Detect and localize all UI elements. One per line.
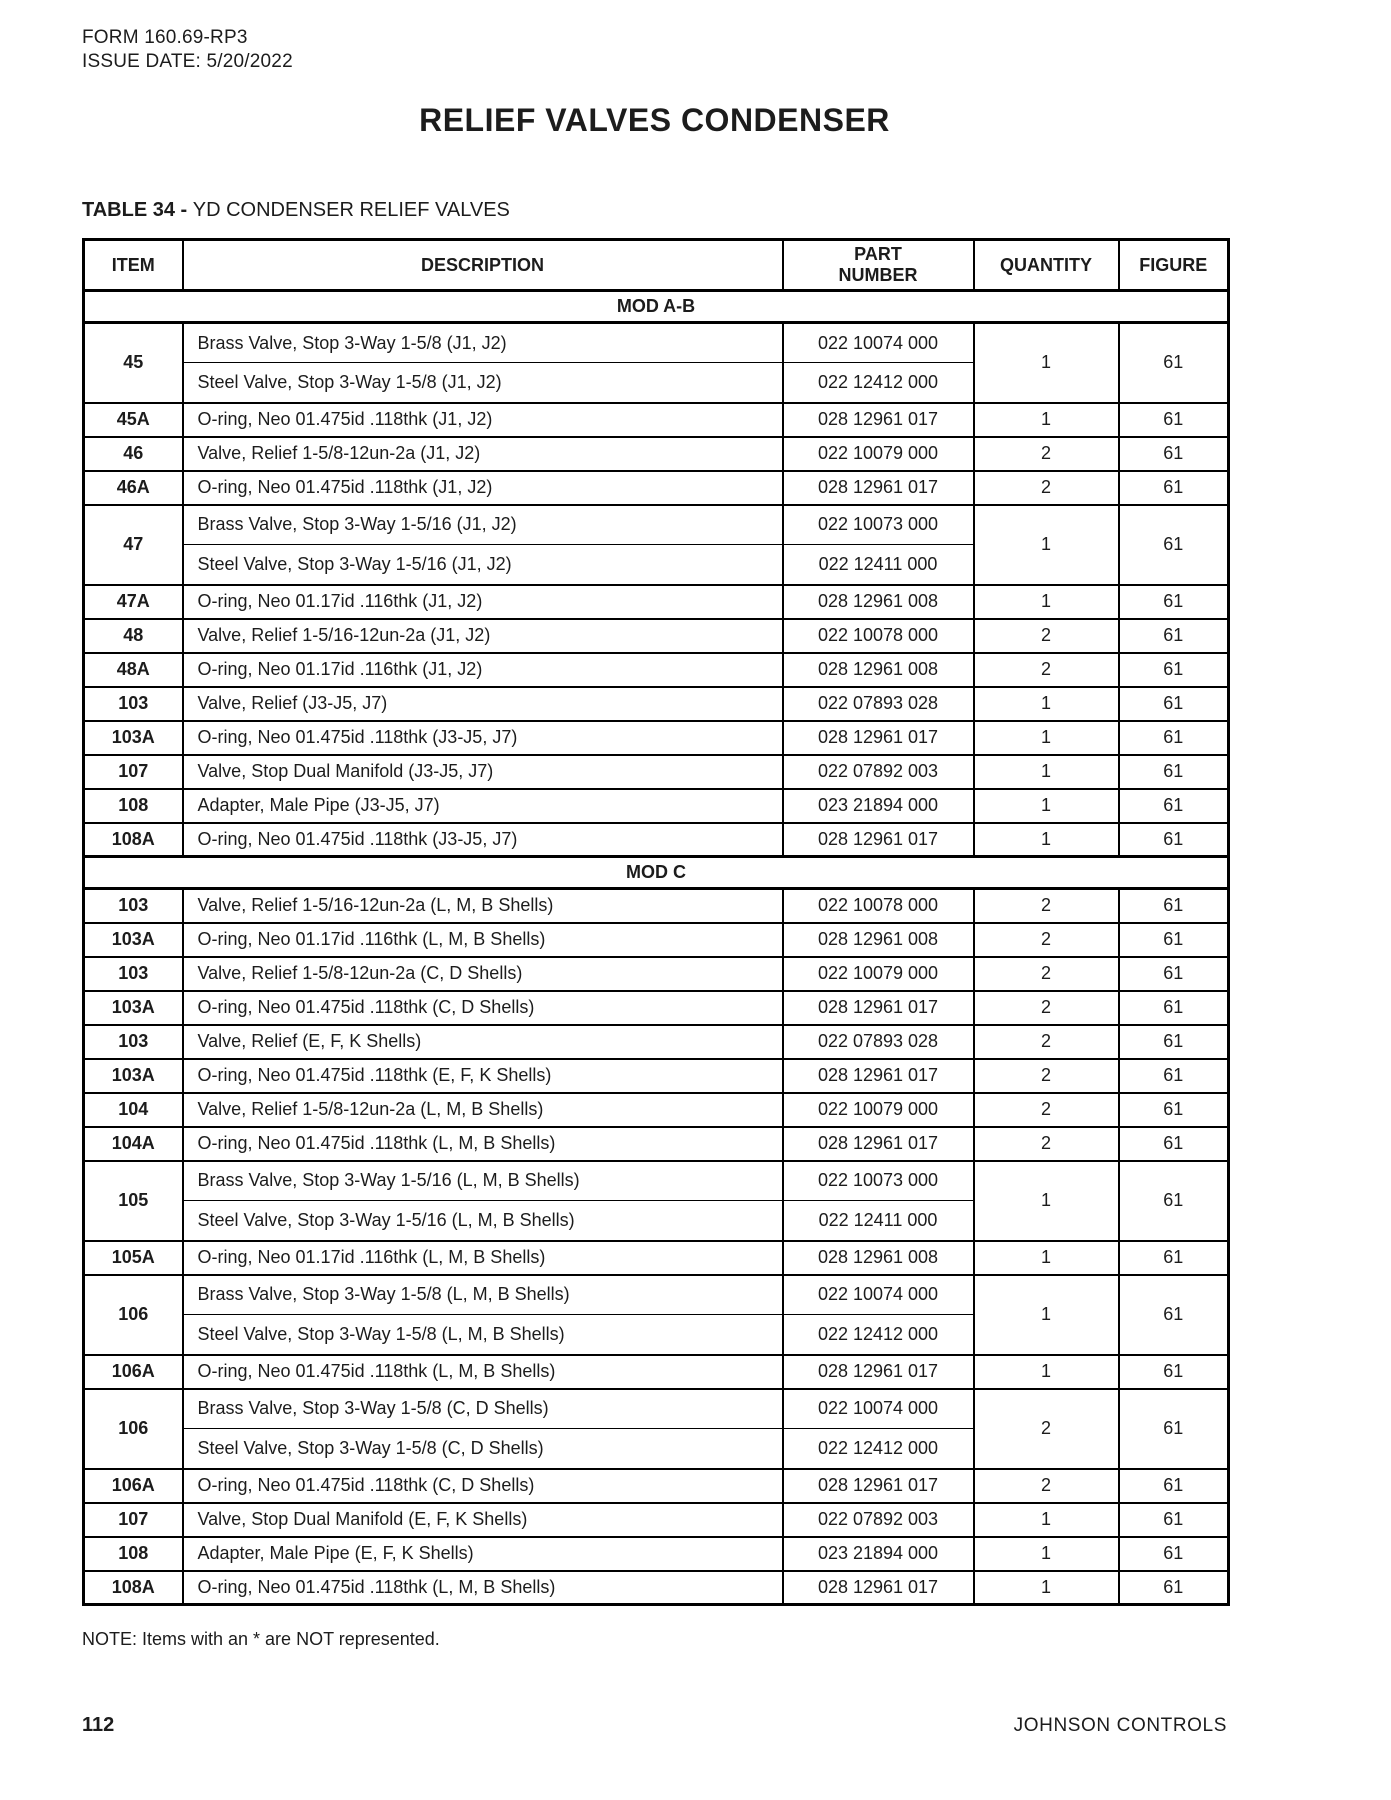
figure-cell: 61: [1119, 653, 1229, 687]
figure-cell: 61: [1119, 991, 1229, 1025]
part-number-cell: 022 07892 003: [783, 755, 974, 789]
description-cell: Adapter, Male Pipe (J3-J5, J7): [183, 789, 783, 823]
figure-cell: 61: [1119, 1161, 1229, 1241]
description-cell: Valve, Stop Dual Manifold (E, F, K Shells): [183, 1503, 783, 1537]
figure-cell: 61: [1119, 789, 1229, 823]
table-row: [84, 823, 1229, 857]
figure-cell: 61: [1119, 437, 1229, 471]
table-row: [84, 619, 1229, 653]
description-cell: Valve, Relief 1-5/8-12un-2a (J1, J2): [183, 437, 783, 471]
table-caption: [82, 198, 1227, 222]
table-row: [84, 991, 1229, 1025]
description-cell: Brass Valve, Stop 3-Way 1-5/8 (J1, J2): [183, 323, 783, 363]
description-cell: Brass Valve, Stop 3-Way 1-5/8 (L, M, B Shells): [183, 1275, 783, 1315]
description-cell: Brass Valve, Stop 3-Way 1-5/8 (C, D Shells): [183, 1389, 783, 1429]
table-row: [84, 755, 1229, 789]
company-name: JOHNSON CONTROLS: [1013, 1715, 1227, 1736]
part-number-cell: 022 12412 000: [783, 363, 974, 403]
item-cell: 104: [84, 1093, 183, 1127]
table-row: [84, 923, 1229, 957]
table-row: [84, 1093, 1229, 1127]
part-number-line1: PART: [854, 244, 902, 264]
figure-cell: 61: [1119, 585, 1229, 619]
description-cell: O-ring, Neo 01.17id .116thk (J1, J2): [183, 653, 783, 687]
item-cell: 105: [84, 1161, 183, 1241]
description-cell: O-ring, Neo 01.475id .118thk (E, F, K Shells): [183, 1059, 783, 1093]
item-cell: 48: [84, 619, 183, 653]
part-number-cell: 022 10073 000: [783, 505, 974, 545]
section-header-row: [84, 291, 1229, 323]
col-header-description: DESCRIPTION: [183, 240, 783, 291]
description-cell: O-ring, Neo 01.17id .116thk (L, M, B Shells): [183, 1241, 783, 1275]
part-number-cell: 022 12412 000: [783, 1429, 974, 1469]
figure-cell: 61: [1119, 1093, 1229, 1127]
description-cell: Valve, Relief 1-5/16-12un-2a (J1, J2): [183, 619, 783, 653]
item-cell: 103: [84, 1025, 183, 1059]
table-row: [84, 957, 1229, 991]
quantity-cell: 1: [974, 403, 1119, 437]
description-cell: O-ring, Neo 01.475id .118thk (J1, J2): [183, 403, 783, 437]
caption-label: TABLE 34 -: [82, 199, 193, 221]
figure-cell: 61: [1119, 1503, 1229, 1537]
quantity-cell: 2: [974, 653, 1119, 687]
item-cell: 108: [84, 789, 183, 823]
item-cell: 46: [84, 437, 183, 471]
quantity-cell: 2: [974, 471, 1119, 505]
quantity-cell: 1: [974, 1275, 1119, 1355]
item-cell: 108A: [84, 823, 183, 857]
table-row: [84, 1025, 1229, 1059]
figure-cell: 61: [1119, 323, 1229, 403]
quantity-cell: 2: [974, 1127, 1119, 1161]
part-number-cell: 022 10078 000: [783, 889, 974, 923]
quantity-cell: 1: [974, 755, 1119, 789]
quantity-cell: 1: [974, 1537, 1119, 1571]
figure-cell: 61: [1119, 1469, 1229, 1503]
quantity-cell: 2: [974, 1469, 1119, 1503]
quantity-cell: 1: [974, 1161, 1119, 1241]
part-number-cell: 028 12961 017: [783, 1127, 974, 1161]
col-header-item: ITEM: [84, 240, 183, 291]
figure-cell: 61: [1119, 1059, 1229, 1093]
part-number-cell: 028 12961 017: [783, 991, 974, 1025]
quantity-cell: 1: [974, 721, 1119, 755]
figure-cell: 61: [1119, 471, 1229, 505]
col-header-quantity: QUANTITY: [974, 240, 1119, 291]
part-number-cell: 022 10078 000: [783, 619, 974, 653]
quantity-cell: 2: [974, 1059, 1119, 1093]
item-cell: 45: [84, 323, 183, 403]
figure-cell: 61: [1119, 1355, 1229, 1389]
item-cell: 108A: [84, 1571, 183, 1605]
figure-cell: 61: [1119, 403, 1229, 437]
quantity-cell: 2: [974, 437, 1119, 471]
table-row: [84, 437, 1229, 471]
figure-cell: 61: [1119, 505, 1229, 585]
part-number-cell: 022 12411 000: [783, 545, 974, 585]
figure-cell: 61: [1119, 923, 1229, 957]
quantity-cell: 1: [974, 585, 1119, 619]
quantity-cell: 1: [974, 323, 1119, 403]
table-row: [84, 1275, 1229, 1315]
table-row: [84, 653, 1229, 687]
description-cell: O-ring, Neo 01.475id .118thk (L, M, B Shells): [183, 1571, 783, 1605]
table-row: [84, 505, 1229, 545]
description-cell: Valve, Relief (J3-J5, J7): [183, 687, 783, 721]
quantity-cell: 1: [974, 687, 1119, 721]
note-text: NOTE: Items with an * are NOT represented.: [82, 1629, 440, 1649]
quantity-cell: 2: [974, 1389, 1119, 1469]
description-cell: O-ring, Neo 01.475id .118thk (L, M, B Shells): [183, 1355, 783, 1389]
description-cell: O-ring, Neo 01.475id .118thk (J1, J2): [183, 471, 783, 505]
part-number-cell: 022 07893 028: [783, 1025, 974, 1059]
item-cell: 103: [84, 687, 183, 721]
part-number-cell: 028 12961 017: [783, 471, 974, 505]
item-cell: 106A: [84, 1355, 183, 1389]
part-number-cell: 022 10079 000: [783, 957, 974, 991]
description-cell: Valve, Relief 1-5/8-12un-2a (C, D Shells): [183, 957, 783, 991]
quantity-cell: 1: [974, 1503, 1119, 1537]
part-number-cell: 028 12961 017: [783, 1355, 974, 1389]
table-row: [84, 1161, 1229, 1201]
figure-cell: 61: [1119, 721, 1229, 755]
part-number-cell: 023 21894 000: [783, 1537, 974, 1571]
table-row: [84, 471, 1229, 505]
description-cell: O-ring, Neo 01.475id .118thk (L, M, B Shells): [183, 1127, 783, 1161]
quantity-cell: 2: [974, 957, 1119, 991]
part-number-cell: 028 12961 017: [783, 1059, 974, 1093]
item-cell: 107: [84, 1503, 183, 1537]
quantity-cell: 2: [974, 991, 1119, 1025]
table-row: [84, 687, 1229, 721]
description-cell: Valve, Stop Dual Manifold (J3-J5, J7): [183, 755, 783, 789]
item-cell: 47A: [84, 585, 183, 619]
quantity-cell: 2: [974, 923, 1119, 957]
description-cell: Valve, Relief 1-5/16-12un-2a (L, M, B Shells): [183, 889, 783, 923]
form-header: [82, 26, 1227, 74]
figure-cell: 61: [1119, 619, 1229, 653]
quantity-cell: 2: [974, 619, 1119, 653]
description-cell: O-ring, Neo 01.17id .116thk (J1, J2): [183, 585, 783, 619]
figure-cell: 61: [1119, 957, 1229, 991]
quantity-cell: 1: [974, 823, 1119, 857]
item-cell: 106A: [84, 1469, 183, 1503]
part-number-cell: 028 12961 008: [783, 1241, 974, 1275]
table-row: [84, 1059, 1229, 1093]
item-cell: 103A: [84, 721, 183, 755]
item-cell: 105A: [84, 1241, 183, 1275]
description-cell: Steel Valve, Stop 3-Way 1-5/16 (L, M, B Shells): [183, 1201, 783, 1241]
quantity-cell: 2: [974, 889, 1119, 923]
description-cell: Valve, Relief (E, F, K Shells): [183, 1025, 783, 1059]
description-cell: Steel Valve, Stop 3-Way 1-5/8 (L, M, B Shells): [183, 1315, 783, 1355]
col-header-figure: FIGURE: [1119, 240, 1229, 291]
figure-cell: 61: [1119, 687, 1229, 721]
item-cell: 108: [84, 1537, 183, 1571]
part-number-cell: 028 12961 017: [783, 1469, 974, 1503]
caption-text: YD CONDENSER RELIEF VALVES: [192, 199, 510, 221]
figure-cell: 61: [1119, 1025, 1229, 1059]
table-row: [84, 1389, 1229, 1429]
table-row: [84, 1469, 1229, 1503]
item-cell: 103: [84, 957, 183, 991]
quantity-cell: 2: [974, 1025, 1119, 1059]
part-number-cell: 022 10079 000: [783, 1093, 974, 1127]
table-row: [84, 1355, 1229, 1389]
parts-table: [82, 238, 1230, 1606]
description-cell: Steel Valve, Stop 3-Way 1-5/16 (J1, J2): [183, 545, 783, 585]
table-row: [84, 1241, 1229, 1275]
part-number-cell: 022 10074 000: [783, 323, 974, 363]
table-row: [84, 1127, 1229, 1161]
table-row: [84, 323, 1229, 363]
figure-cell: 61: [1119, 1389, 1229, 1469]
part-number-cell: 028 12961 017: [783, 1571, 974, 1605]
quantity-cell: 2: [974, 1093, 1119, 1127]
table-row: [84, 585, 1229, 619]
description-cell: O-ring, Neo 01.475id .118thk (C, D Shells): [183, 991, 783, 1025]
page-number: 112: [82, 1714, 115, 1736]
item-cell: 47: [84, 505, 183, 585]
figure-cell: 61: [1119, 1275, 1229, 1355]
description-cell: O-ring, Neo 01.475id .118thk (J3-J5, J7): [183, 721, 783, 755]
description-cell: Brass Valve, Stop 3-Way 1-5/16 (L, M, B Shells): [183, 1161, 783, 1201]
figure-cell: 61: [1119, 1241, 1229, 1275]
item-cell: 104A: [84, 1127, 183, 1161]
figure-cell: 61: [1119, 1127, 1229, 1161]
description-cell: Steel Valve, Stop 3-Way 1-5/8 (C, D Shells): [183, 1429, 783, 1469]
part-number-cell: 022 10079 000: [783, 437, 974, 471]
col-header-part-number: [783, 240, 974, 291]
item-cell: 106: [84, 1275, 183, 1355]
issue-date: ISSUE DATE: 5/20/2022: [82, 51, 293, 72]
item-cell: 103A: [84, 1059, 183, 1093]
part-number-cell: 028 12961 008: [783, 653, 974, 687]
figure-cell: 61: [1119, 1537, 1229, 1571]
table-row: [84, 1537, 1229, 1571]
part-number-cell: 022 07892 003: [783, 1503, 974, 1537]
figure-cell: 61: [1119, 889, 1229, 923]
table-row: [84, 721, 1229, 755]
section-header-row: [84, 857, 1229, 889]
page-title: RELIEF VALVES CONDENSER: [419, 102, 890, 138]
quantity-cell: 1: [974, 789, 1119, 823]
description-cell: O-ring, Neo 01.475id .118thk (C, D Shells): [183, 1469, 783, 1503]
part-number-cell: 022 10074 000: [783, 1389, 974, 1429]
description-cell: O-ring, Neo 01.475id .118thk (J3-J5, J7): [183, 823, 783, 857]
table-row: [84, 1503, 1229, 1537]
item-cell: 106: [84, 1389, 183, 1469]
description-cell: Valve, Relief 1-5/8-12un-2a (L, M, B Shells): [183, 1093, 783, 1127]
part-number-cell: 023 21894 000: [783, 789, 974, 823]
part-number-cell: 022 07893 028: [783, 687, 974, 721]
part-number-cell: 022 10073 000: [783, 1161, 974, 1201]
section-label: MOD C: [84, 857, 1229, 889]
section-label: MOD A-B: [84, 291, 1229, 323]
form-number: FORM 160.69-RP3: [82, 27, 248, 48]
item-cell: 46A: [84, 471, 183, 505]
description-cell: Brass Valve, Stop 3-Way 1-5/16 (J1, J2): [183, 505, 783, 545]
figure-cell: 61: [1119, 1571, 1229, 1605]
part-number-cell: 028 12961 017: [783, 721, 974, 755]
part-number-cell: 028 12961 017: [783, 403, 974, 437]
part-number-cell: 028 12961 008: [783, 923, 974, 957]
item-cell: 103: [84, 889, 183, 923]
item-cell: 103A: [84, 923, 183, 957]
page-footer: [82, 1714, 1227, 1737]
item-cell: 107: [84, 755, 183, 789]
figure-cell: 61: [1119, 755, 1229, 789]
item-cell: 48A: [84, 653, 183, 687]
quantity-cell: 1: [974, 505, 1119, 585]
item-cell: 103A: [84, 991, 183, 1025]
table-header-row: [84, 240, 1229, 291]
figure-cell: 61: [1119, 823, 1229, 857]
description-cell: O-ring, Neo 01.17id .116thk (L, M, B Shells): [183, 923, 783, 957]
table-row: [84, 789, 1229, 823]
part-number-cell: 022 10074 000: [783, 1275, 974, 1315]
table-row: [84, 403, 1229, 437]
description-cell: Adapter, Male Pipe (E, F, K Shells): [183, 1537, 783, 1571]
part-number-cell: 022 12412 000: [783, 1315, 974, 1355]
part-number-line2: NUMBER: [838, 265, 918, 285]
part-number-cell: 028 12961 017: [783, 823, 974, 857]
item-cell: 45A: [84, 403, 183, 437]
part-number-cell: 022 12411 000: [783, 1201, 974, 1241]
quantity-cell: 1: [974, 1355, 1119, 1389]
quantity-cell: 1: [974, 1241, 1119, 1275]
table-row: [84, 889, 1229, 923]
table-row: [84, 1571, 1229, 1605]
description-cell: Steel Valve, Stop 3-Way 1-5/8 (J1, J2): [183, 363, 783, 403]
part-number-cell: 028 12961 008: [783, 585, 974, 619]
quantity-cell: 1: [974, 1571, 1119, 1605]
